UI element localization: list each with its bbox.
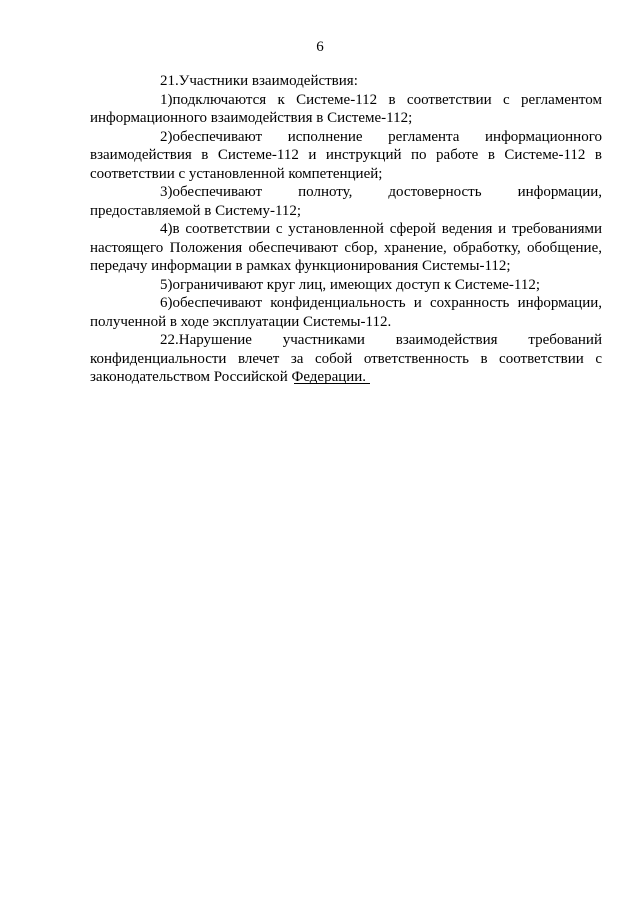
item-number: 2): [160, 128, 173, 145]
item-number: 6): [160, 295, 173, 311]
clause-21-item-3: [90, 183, 602, 220]
clause-21: [90, 72, 602, 91]
item-number: 1): [160, 91, 173, 108]
item-text: ограничивают круг лиц, имеющих доступ к Системе-112;: [172, 276, 541, 293]
item-number: 3): [160, 184, 173, 200]
item-number: 4): [160, 221, 173, 237]
item-text: обеспечивают конфиденциальность и сохранность информации, полученной в ходе эксплуатации Системы-112.: [90, 295, 602, 330]
clause-21-item-4: [90, 220, 602, 276]
item-number: 5): [160, 276, 173, 293]
clause-22: [90, 331, 602, 387]
clause-21-item-5: [90, 276, 602, 295]
end-of-document-rule: [294, 383, 370, 384]
item-text: в соответствии с установленной сферой ведения и требованиями настоящего Положения обеспечивают сбор, хранение, обработку, обобщение, передачу информации в рамках функционирования Системы-112;: [90, 221, 602, 274]
document-body: [90, 72, 602, 387]
clause-text: Участники взаимодействия:: [178, 73, 358, 89]
clause-number: 22.: [160, 332, 179, 348]
item-text: обеспечивают полноту, достоверность информации, предоставляемой в Систему-112;: [90, 184, 602, 219]
clause-21-item-1: [90, 91, 602, 128]
item-text: подключаются к Системе-112 в соответствии с регламентом информационного взаимодействия в Системе-112;: [90, 91, 602, 126]
clause-21-item-6: [90, 294, 602, 331]
item-text: обеспечивают исполнение регламента информационного взаимодействия в Системе-112 и инструкций по работе в Системе-112 в соответствии с установленной компетенцией;: [90, 128, 602, 182]
page-number: 6: [316, 39, 324, 55]
clause-text: Нарушение участниками взаимодействия требований конфиденциальности влечет за собой ответственность в соответствии с законодательством Российской Федерации.: [90, 332, 602, 385]
clause-number: 21.: [160, 73, 179, 89]
clause-21-item-2: [90, 128, 602, 184]
